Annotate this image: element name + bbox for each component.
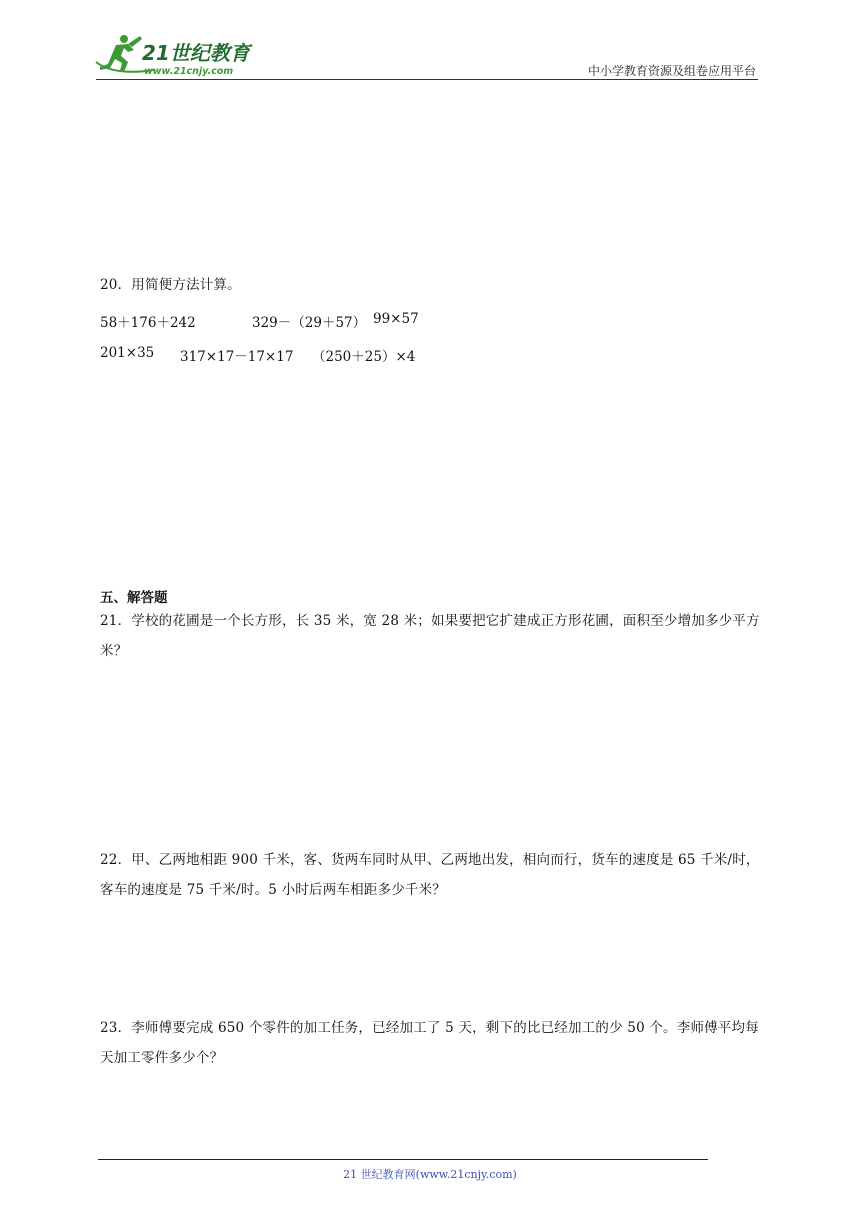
q20-expr-3: 99×57 [373,311,419,327]
header-site-name: 中小学教育资源及组卷应用平台 [587,64,756,78]
header-divider [96,79,758,80]
footer-divider [98,1159,708,1160]
question-20-title: 20．用简便方法计算。 [100,277,241,293]
logo-text: 21世纪教育 [142,41,250,65]
q20-expr-4: 201×35 [100,345,155,361]
question-21: 21．学校的花圃是一个长方形，长 35 米，宽 28 米；如果要把它扩建成正方形花圃，面积至少增加多少平方米？ [100,613,760,659]
q20-expr-2: 329－（29＋57） [252,315,367,331]
question-22: 22．甲、乙两地相距 900 千米，客、货两车同时从甲、乙两地出发，相向而行，货车的速度是 65 千米/时，客车的速度是 75 千米/时。5 小时后两车相距多少千米？ [100,852,760,898]
section-heading: 五、解答题 [100,590,168,606]
site-logo [94,32,264,78]
logo-url: www.21cnjy.com [144,66,234,77]
footer-link[interactable]: 21 世纪教育网(www.21cnjy.com) [343,1168,517,1181]
question-23: 23．李师傅要完成 650 个零件的加工任务，已经加工了 5 天，剩下的比已经加工的少 50 个。李师傅平均每天加工零件多少个？ [100,1020,759,1066]
q20-expr-6: （250＋25）×4 [312,349,416,365]
q20-expr-1: 58＋176＋242 [100,315,196,331]
q20-expr-5: 317×17－17×17 [180,349,294,365]
